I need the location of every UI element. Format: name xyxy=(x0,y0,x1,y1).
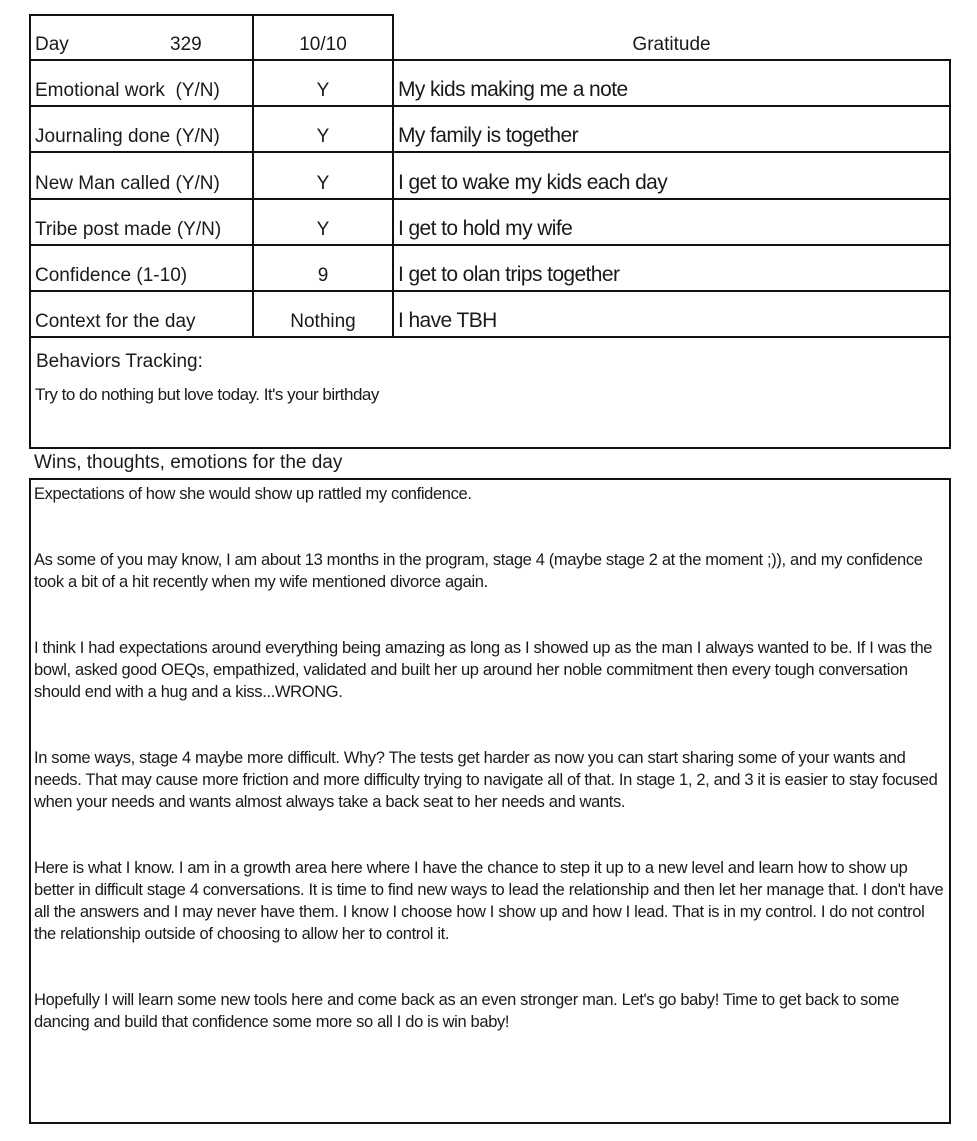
gratitude-title: Gratitude xyxy=(632,34,711,55)
gratitude-item: My kids making me a note xyxy=(398,78,628,101)
wins-paragraph: Here is what I know. I am in a growth area here where I have the chance to step it up to a new level and learn how to show up better in difficult stage 4 conversations. It is time to find new ways to lead the relationship and then let her manage that. I don't have all the answers and I may never have them. I know I choose how I show up and how I lead. That is in my control. I do not control the relationship outside of choosing to allow her to control it. xyxy=(34,859,944,943)
row-label: Tribe post made (Y/N) xyxy=(35,219,222,240)
gratitude-item: I get to wake my kids each day xyxy=(398,171,668,194)
row-value: Y xyxy=(316,219,330,240)
wins-paragraph: In some ways, stage 4 maybe more difficult. Why? The tests get harder as now you can start sharing some of your wants and needs. That may cause more friction and more difficulty trying to navigate all of that. In stage 1, 2, and 3 it is easier to stay focused when your needs and wants almost always take a back seat to her needs and wants. xyxy=(34,749,938,811)
row-label: Context for the day xyxy=(35,311,196,332)
row-label: Emotional work (Y/N) xyxy=(35,80,220,101)
gratitude-item: I get to olan trips together xyxy=(398,263,620,286)
behaviors-text: Try to do nothing but love today. It's your birthday xyxy=(35,385,379,404)
wins-title: Wins, thoughts, emotions for the day xyxy=(34,452,343,473)
wins-paragraph: I think I had expectations around everything being amazing as long as I showed up as the man I always wanted to be. If I was the bowl, asked good OEQs, empathized, validated and built her up around her noble commitment then every tough conversation should end with a hug and a kiss...WRONG. xyxy=(34,639,933,701)
tracking-table xyxy=(0,0,977,340)
day-label: Day xyxy=(35,34,69,55)
score: 10/10 xyxy=(299,34,347,55)
behaviors-title: Behaviors Tracking: xyxy=(36,351,203,372)
wins-paragraph: Expectations of how she would show up rattled my confidence. xyxy=(34,485,472,503)
row-label: Journaling done (Y/N) xyxy=(35,126,220,147)
row-value: Y xyxy=(316,173,330,194)
row-value: Y xyxy=(316,80,330,101)
row-value: Nothing xyxy=(290,311,356,332)
row-value: 9 xyxy=(317,265,329,286)
gratitude-item: I have TBH xyxy=(398,309,497,332)
gratitude-item: I get to hold my wife xyxy=(398,217,573,240)
row-label: New Man called (Y/N) xyxy=(35,173,220,194)
day-number: 329 xyxy=(170,34,202,55)
wins-paragraph: As some of you may know, I am about 13 months in the program, stage 4 (maybe stage 2 at the moment ;)), and my confidence took a bit of a hit recently when my wife mentioned divorce again. xyxy=(34,551,923,591)
wins-box xyxy=(29,478,951,1124)
behaviors-box xyxy=(29,336,951,449)
row-value: Y xyxy=(316,126,330,147)
grid-line xyxy=(949,59,951,338)
gratitude-item: My family is together xyxy=(398,124,578,147)
row-label: Confidence (1-10) xyxy=(35,265,188,286)
wins-paragraph: Hopefully I will learn some new tools here and come back as an even stronger man. Let's go baby! Time to get back to some dancing and build that confidence some more so all I do is win baby! xyxy=(34,991,900,1031)
